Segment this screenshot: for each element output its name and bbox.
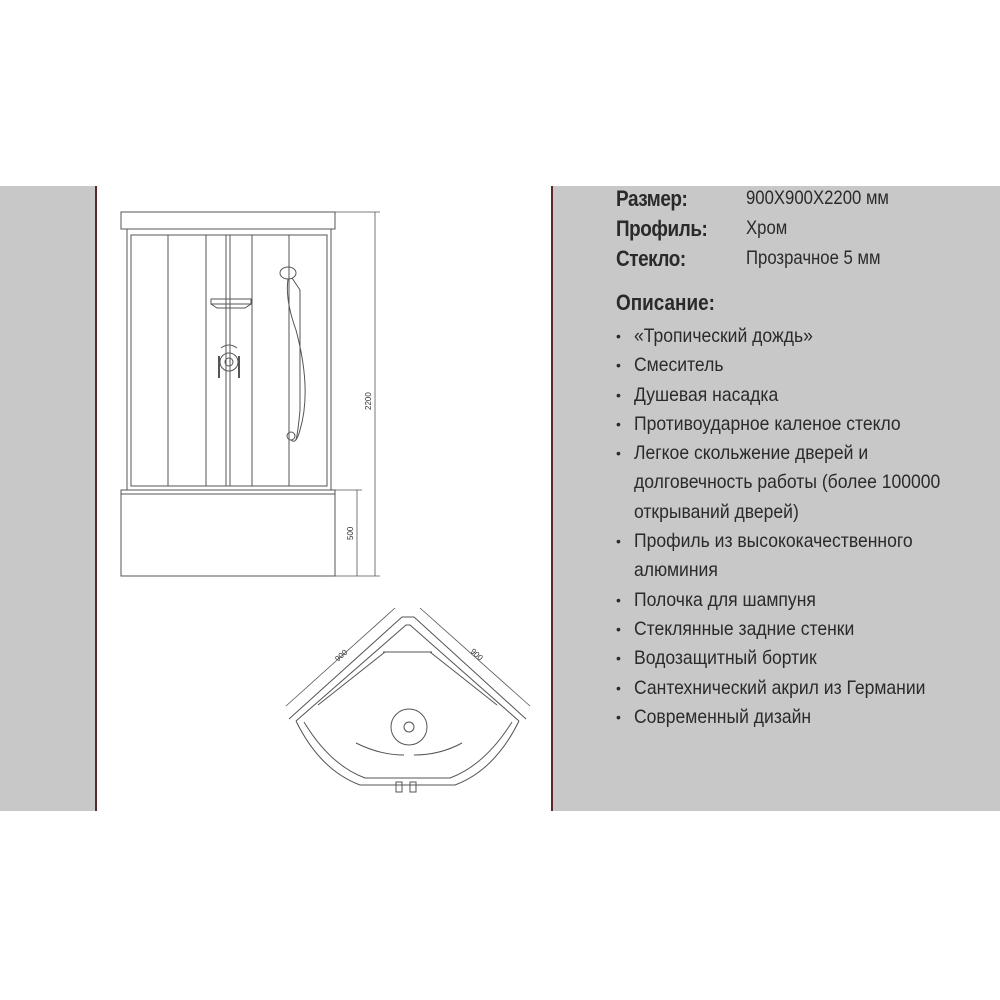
list-item: • Профиль из высококачественного алюминия <box>616 527 996 586</box>
list-item: • Сантехнический акрил из Германии <box>616 674 996 703</box>
plan-view <box>289 617 526 792</box>
spec-profile-label: Профиль: <box>616 216 708 241</box>
list-item: • Стеклянные задние стенки <box>616 615 996 644</box>
list-item: • Современный дизайн <box>616 703 996 732</box>
bullet-icon: • <box>616 650 621 667</box>
specifications <box>616 186 996 732</box>
spec-profile-row <box>616 216 996 246</box>
list-item: • Душевая насадка <box>616 381 996 410</box>
spec-glass-value: Прозрачное 5 мм <box>746 248 881 269</box>
bullet-icon: • <box>616 415 621 432</box>
list-item: • Смеситель <box>616 351 996 380</box>
list-item: • Легкое скольжение дверей и долговечность работы (более 100000 открываний дверей) <box>616 439 996 527</box>
bullet-icon: • <box>616 386 621 403</box>
list-item: • Противоударное каленое стекло <box>616 410 996 439</box>
dim-side-right: 900 <box>468 646 485 663</box>
bullet-icon: • <box>616 620 621 637</box>
bullet-icon: • <box>616 679 621 696</box>
spec-glass-row <box>616 246 996 276</box>
bullet-icon: • <box>616 445 621 462</box>
bullet-icon: • <box>616 533 621 550</box>
bullet-icon: • <box>616 708 621 725</box>
spec-size-value: 900X900X2200 мм <box>746 188 889 209</box>
spec-glass-label: Стекло: <box>616 246 686 271</box>
bullet-icon: • <box>616 328 621 344</box>
description-title: Описание: <box>616 290 715 315</box>
bullet-icon: • <box>616 591 621 608</box>
spec-size-label: Размер: <box>616 186 688 211</box>
front-dimensions <box>335 212 380 576</box>
bullet-icon: • <box>616 357 621 374</box>
features-list <box>616 322 996 732</box>
spec-size-row <box>616 186 996 216</box>
plan-dimensions <box>286 608 530 706</box>
dim-total-height: 2200 <box>364 392 373 410</box>
list-item: • «Тропический дождь» <box>616 322 996 351</box>
dim-base-height: 500 <box>346 526 355 540</box>
front-view <box>121 212 335 576</box>
list-item: • Водозащитный бортик <box>616 644 996 673</box>
spec-profile-value: Хром <box>746 218 788 239</box>
dim-side-left: 900 <box>333 647 350 664</box>
list-item: • Полочка для шампуня <box>616 586 996 615</box>
